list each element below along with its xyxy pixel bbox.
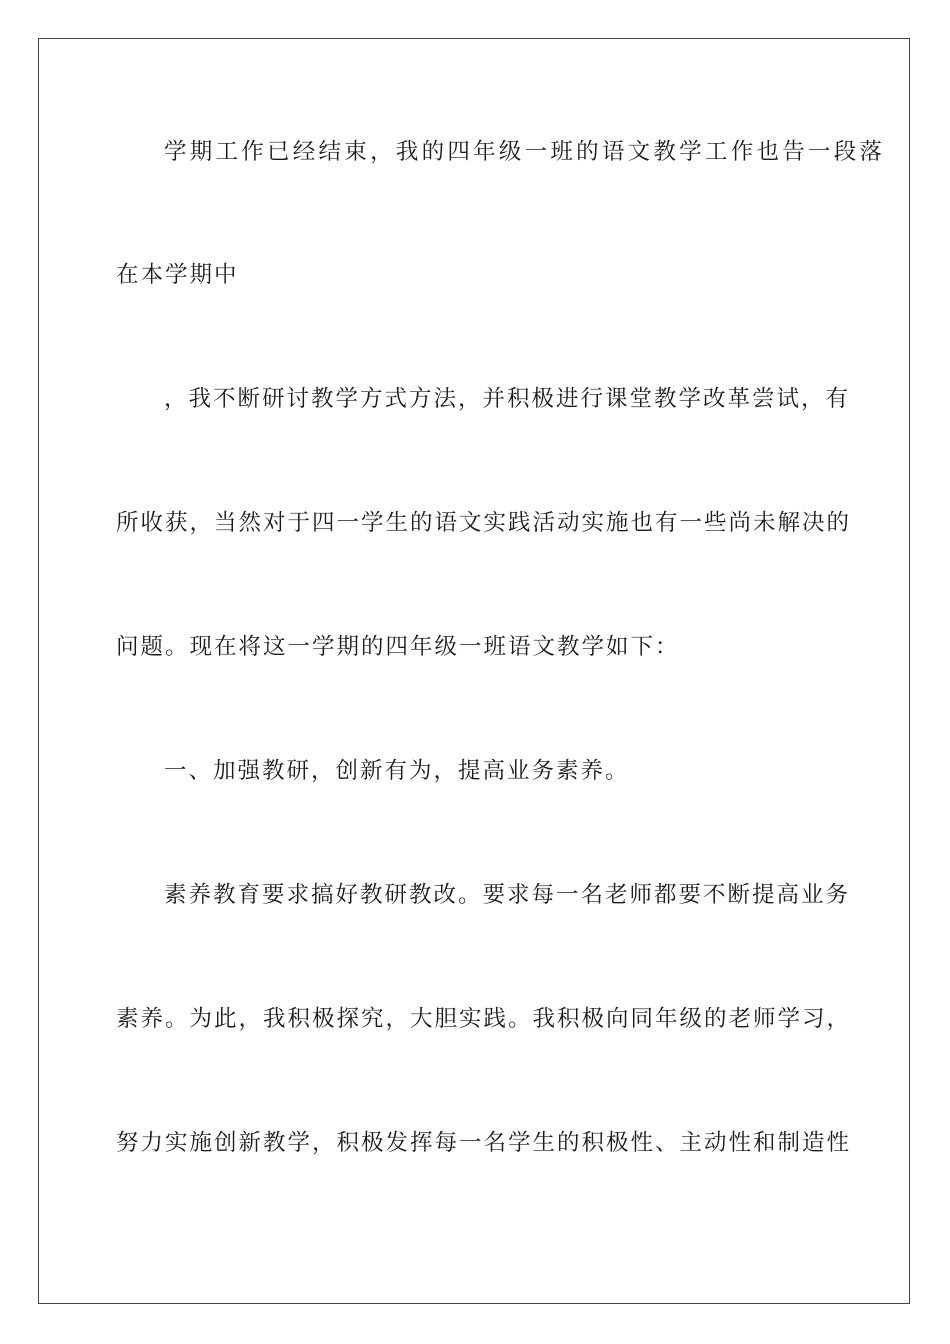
page-border bbox=[38, 38, 910, 1304]
text-line-4: 所收获，当然对于四一学生的语文实践活动实施也有一些尚未解决的 bbox=[116, 510, 852, 536]
text-line-9: 努力实施创新教学，积极发挥每一名学生的积极性、主动性和制造性 bbox=[116, 1130, 852, 1156]
text-line-7: 素养教育要求搞好教研教改。要求每一名老师都要不断提高业务 bbox=[164, 882, 851, 908]
text-line-1: 学期工作已经结束，我的四年级一班的语文教学工作也告一段落 bbox=[164, 139, 884, 165]
text-line-2: 在本学期中 bbox=[116, 262, 239, 288]
text-line-5: 问题。现在将这一学期的四年级一班语文教学如下： bbox=[116, 634, 680, 660]
text-line-8: 素养。为此，我积极探究，大胆实践。我积极向同年级的老师学习， bbox=[116, 1006, 852, 1032]
section-heading-1: 一、加强教研，创新有为，提高业务素养。 bbox=[164, 758, 630, 784]
text-line-3: ，我不断研讨教学方式方法，并积极进行课堂教学改革尝试，有 bbox=[164, 386, 851, 412]
